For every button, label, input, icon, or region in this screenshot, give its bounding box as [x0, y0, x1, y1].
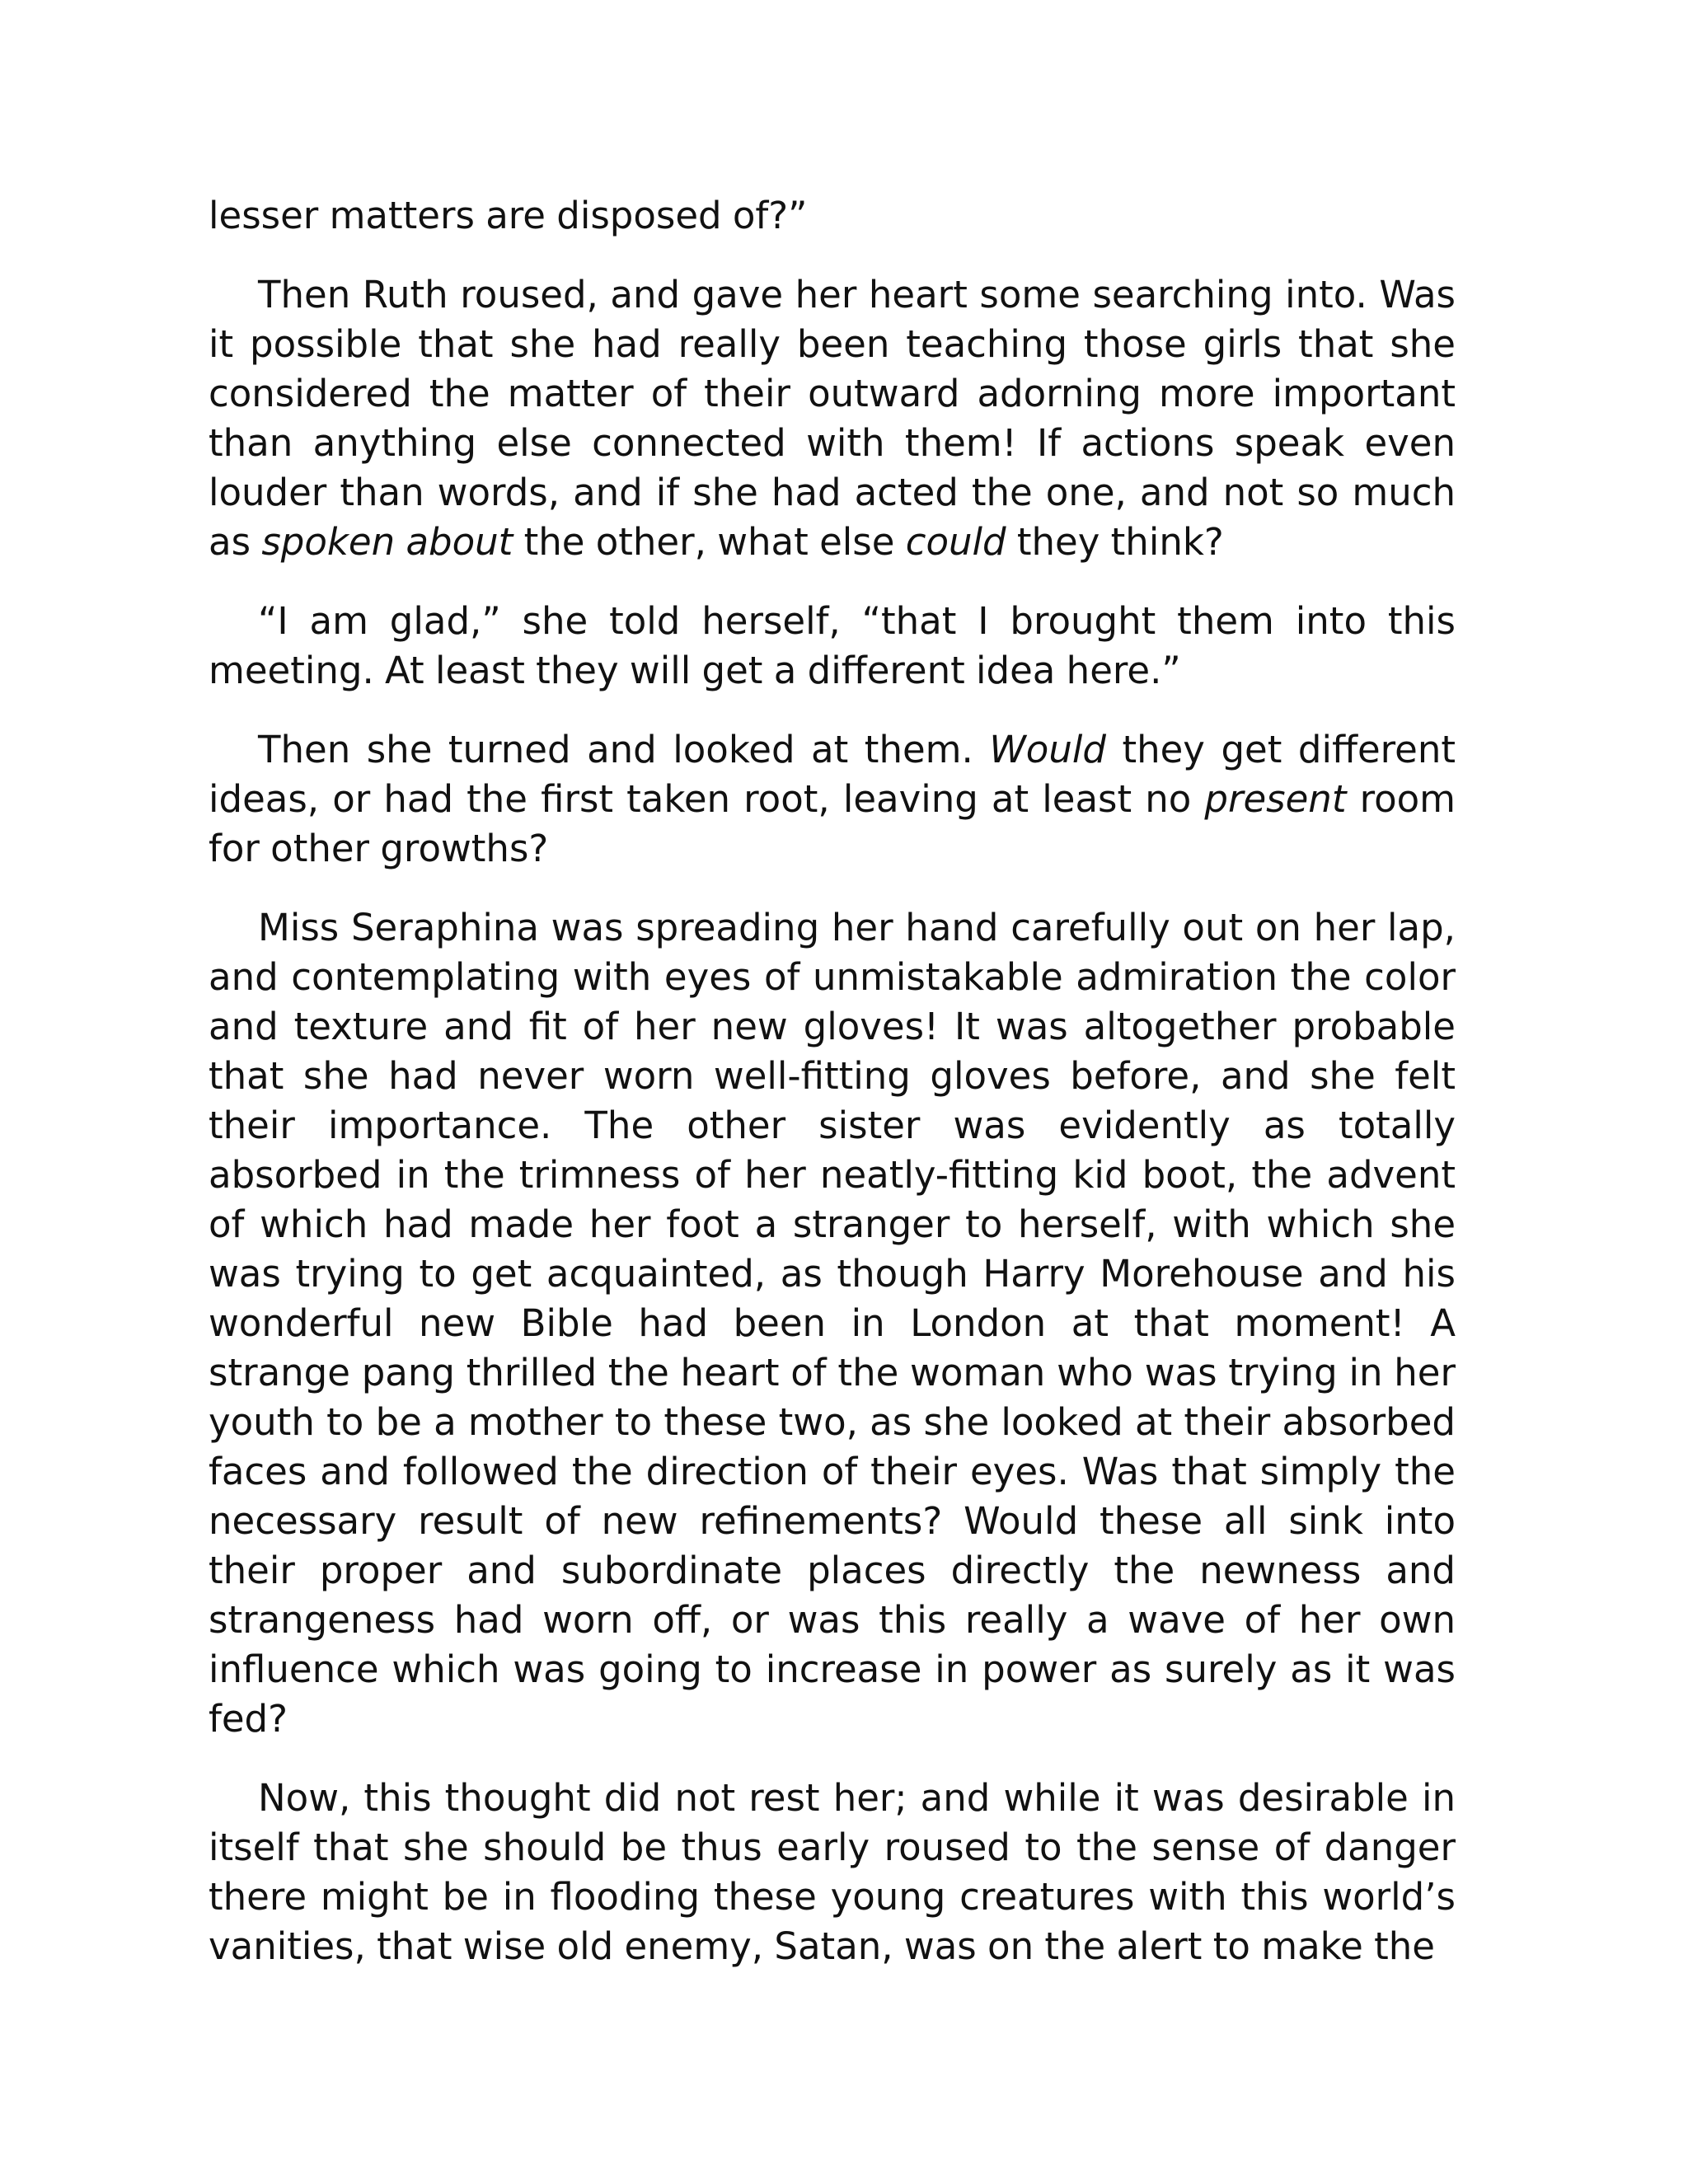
italic-text-segment: Would [989, 728, 1106, 771]
text-segment: room for other growths? [209, 777, 1456, 870]
italic-text-segment: present [1204, 777, 1347, 821]
text-segment: Miss Seraphina was spreading her hand carefully out on her lap, and contemplating with eyes of unmistakable admiration the color and texture and fit of her new gloves! It was altogether probable that she had never worn well-fitting gloves before, and she felt their importance. The other sister was evidently as totally absorbed in the trimness of her neatly-fitting kid boot, the advent of which had made her foot a stranger to herself, with which she was trying to get acquainted, as though Harry Morehouse and his wonderful new Bible had been in London at that moment! A strange pang thrilled the heart of the woman who was trying in her youth to be a mother to these two, as she looked at their absorbed faces and followed the direction of their eyes. Was that simply the necessary result of new refinements? Would these all sink into their proper and subordinate places directly the newness and strangeness had worn off, or was this really a wave of her own influence which was going to increase in power as surely as it was fed? [209, 906, 1456, 1741]
text-segment: lesser matters are disposed of?” [209, 194, 808, 237]
italic-text-segment: spoken about [261, 520, 513, 564]
paragraph-2 [209, 270, 1456, 567]
text-segment: Now, this thought did not rest her; and while it was desirable in itself that she should be thus early roused to the sense of danger there might be in flooding these young creatures with this world’s vanities, that wise old enemy, Satan, was on the alert to make the [209, 1776, 1456, 1968]
italic-text-segment: could [905, 520, 1006, 564]
text-segment: Then she turned and looked at them. [258, 728, 990, 771]
paragraph-1 [209, 191, 1456, 241]
book-page [209, 191, 1456, 1971]
text-segment: “I am glad,” she told herself, “that I brought them into this meeting. At least they will get a different idea here.” [209, 599, 1456, 692]
text-segment: they think? [1006, 520, 1224, 564]
paragraph-3 [209, 597, 1456, 696]
text-segment: they get different ideas, or had the first taken root, leaving at least no [209, 728, 1456, 821]
text-segment: the other, what else [513, 520, 906, 564]
paragraph-4 [209, 725, 1456, 874]
paragraph-5 [209, 903, 1456, 1744]
text-segment: Then Ruth roused, and gave her heart some searching into. Was it possible that she had really been teaching those girls that she considered the matter of their outward adorning more important than anything else connected with them! If actions speak even louder than words, and if she had acted the one, and not so much as [209, 273, 1456, 564]
paragraph-6 [209, 1774, 1456, 1971]
